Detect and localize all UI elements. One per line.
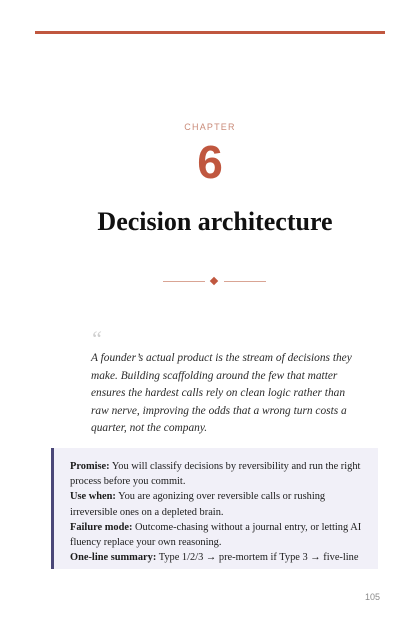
- chapter-summary-box: [51, 448, 378, 569]
- ornament-line-left: [163, 281, 205, 282]
- summary-item-use-when: [70, 489, 368, 519]
- summary-text: You will classify decisions by reversibility and run the right process before you commit.: [70, 461, 361, 488]
- summary-text: You are agonizing over reversible calls or rushing irreversible ones on a depleted brain.: [70, 491, 326, 518]
- summary-text: Outcome-chasing without a journal entry, or letting AI fluency replace your own reasoning.: [70, 521, 362, 549]
- quote-mark-icon: “: [90, 326, 103, 351]
- summary-item-one-line-summary: [70, 550, 368, 565]
- summary-term: Use when:: [70, 491, 116, 503]
- chapter-label: CHAPTER: [184, 122, 236, 132]
- chapter-epigraph: A founder’s actual product is the stream of decisions they make. Building scaffolding around the few that matter ensures the hardest calls rely on clean logic rather than raw nerve, improving the odds that a wrong turn costs a quarter, not the company.: [91, 352, 352, 434]
- summary-item-promise: [70, 459, 368, 489]
- ornament-line-right: [224, 281, 266, 282]
- summary-item-failure-mode: [70, 520, 368, 550]
- chapter-title: Decision architecture: [97, 207, 333, 236]
- top-rule: [35, 31, 385, 34]
- summary-text: Type 1/2/3 → pre-mortem if Type 3 → five-line: [156, 552, 359, 564]
- chapter-number: 6: [197, 136, 223, 188]
- summary-term: Failure mode:: [70, 521, 133, 533]
- diamond-icon: [210, 277, 218, 285]
- summary-term: Promise:: [70, 461, 110, 472]
- page-number: 105: [364, 592, 380, 602]
- ornament-divider: [163, 276, 266, 288]
- summary-term: One-line summary:: [70, 552, 157, 564]
